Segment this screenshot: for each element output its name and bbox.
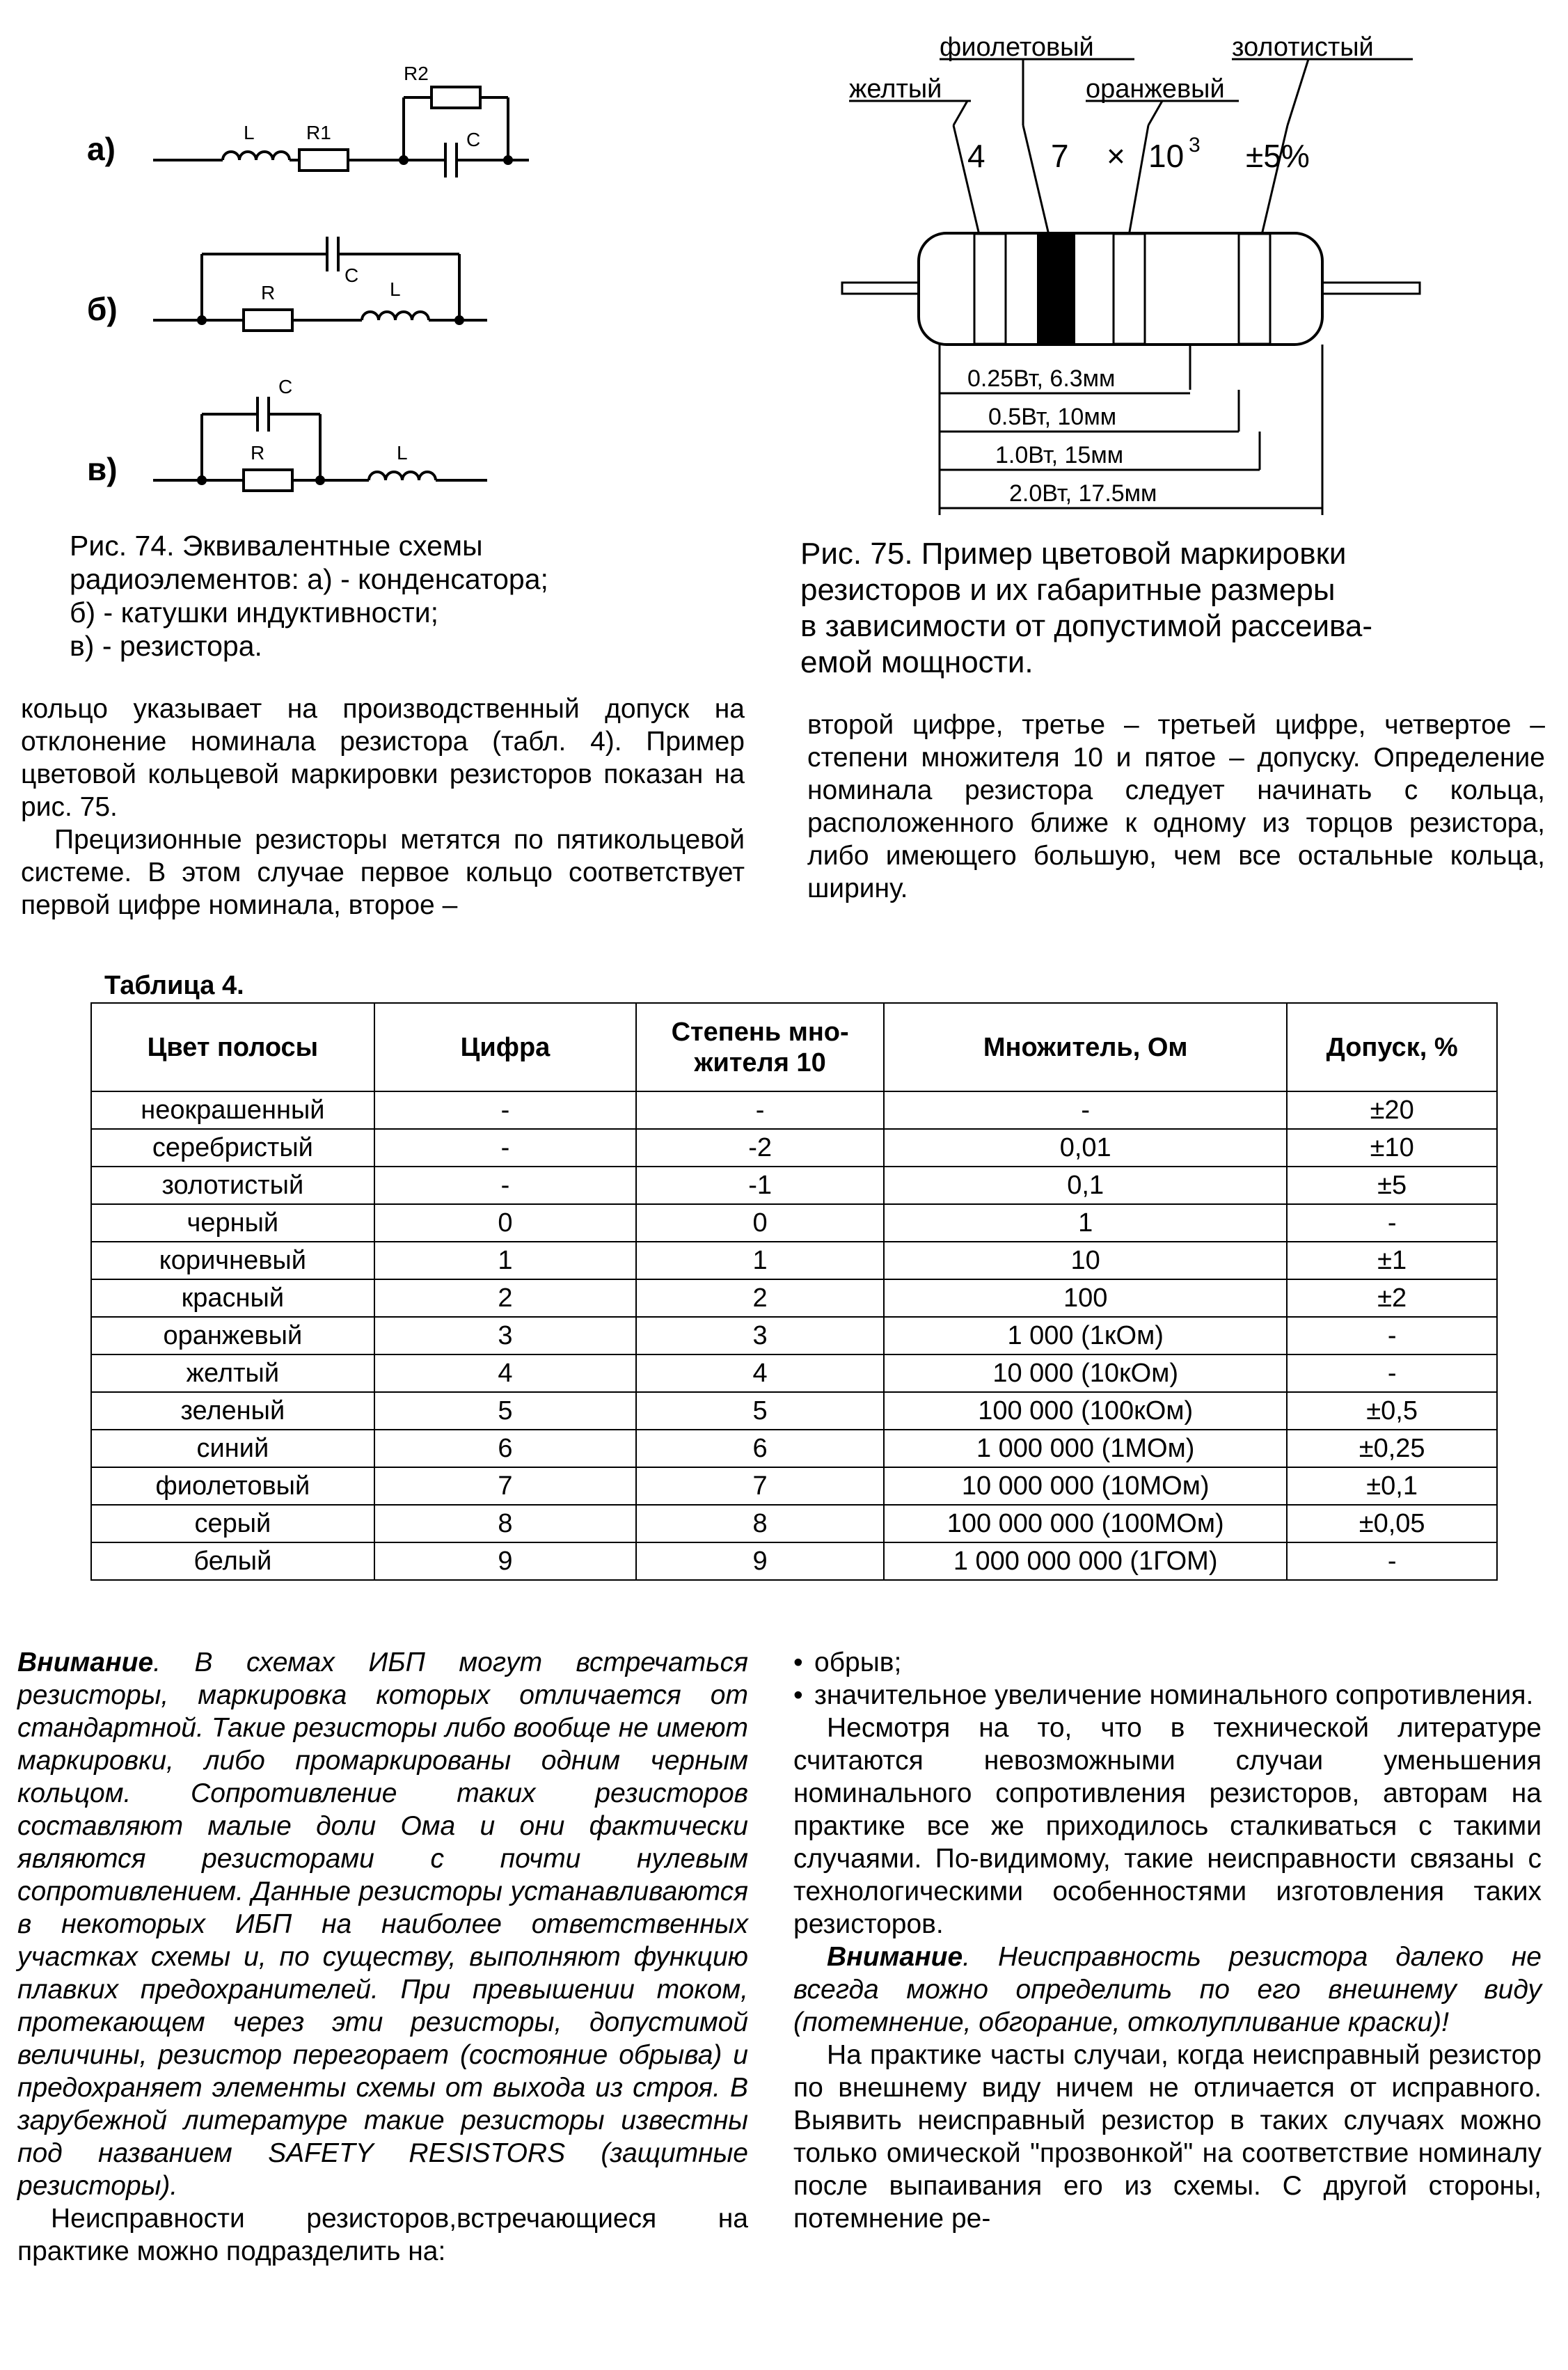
upper-right-text [807,709,1545,905]
table-cell: синий [91,1430,374,1467]
label-c-v: C [278,376,293,397]
band-gold [1239,234,1270,344]
caption-line: в) - резистора. [70,630,262,662]
table-cell: 100 [884,1279,1287,1317]
paragraph: Неисправности резисторов,встречающиеся на практике можно подразделить на: [17,2204,748,2266]
table-header: Цифра [374,1003,636,1091]
table-cell: фиолетовый [91,1467,374,1505]
table-cell: 1 [636,1242,884,1279]
caption-line: Рис. 75. Пример цветовой маркировки [800,537,1347,571]
inductor-l-v [369,472,436,480]
label-r-v: R [251,442,265,464]
table-cell: белый [91,1542,374,1580]
warning-text: . В схемах ИБП могут встречаться резисторы, маркировка которых отличается от стандартной. Такие резисторы либо вообще не имеют маркировки, либо промаркированы одним черным кольцом. Сопротивление таких резисторов составляют малые доли Ома и они фактически являются резисторами с почти нулевым сопротивлением. Данные резисторы устанавливаются в некоторых ИБП на наиболее ответственных участках схемы и, по существу, выполняют функцию плавких предохранителей. При превышении током, протекающем через эти резисторы, допустимой величины, резистор перегорает (состояние обрыва) и предохраняет элементы схемы от выхода из строя. В зарубежной литературе такие резисторы известны под названием SAFETY RESISTORS (защитные резисторы). [17,1648,748,2201]
table-cell: ±0,5 [1287,1392,1497,1430]
band-yellow [974,234,1006,344]
table-4 [90,1002,1498,1581]
dim-0: 0.25Вт, 6.3мм [967,365,1116,392]
label-l-v: L [397,442,408,464]
label-yellow: желтый [849,74,942,104]
label-v: в) [87,451,118,487]
table-row [91,1091,1497,1129]
warning-paragraph [17,1646,748,2202]
table-cell: 0,01 [884,1129,1287,1167]
table-cell: 6 [374,1430,636,1467]
table-cell: 10 000 000 (10МОм) [884,1467,1287,1505]
label-r2-a: R2 [404,63,429,84]
table-cell: ±1 [1287,1242,1497,1279]
warning-label: Внимание [827,1942,963,1972]
resistor-r-b [244,310,292,331]
table-cell: 0,1 [884,1167,1287,1204]
paragraph: кольцо указывает на производственный допуск на отклонение номинала резистора (табл. 4). Пример цветовой кольцевой маркировки резисторов показан на рис. 75. [21,694,745,822]
table-cell: 1 [884,1204,1287,1242]
table-cell: 5 [636,1392,884,1430]
table-cell: - [374,1129,636,1167]
table-header: Допуск, % [1287,1003,1497,1091]
table-cell: серый [91,1505,374,1542]
label-c-a: C [466,129,481,150]
table-cell: 0 [636,1204,884,1242]
table-cell: серебристый [91,1129,374,1167]
table-cell: 1 000 000 000 (1ГОМ) [884,1542,1287,1580]
code-digit-1: 4 [967,138,985,174]
table-cell: 2 [636,1279,884,1317]
lead-right [1322,283,1420,294]
table-cell: - [374,1167,636,1204]
table-cell: 1 [374,1242,636,1279]
table-cell: - [636,1091,884,1129]
table-row [91,1354,1497,1392]
table-cell: 8 [374,1505,636,1542]
inductor-l-b [362,312,429,320]
table-cell: - [374,1091,636,1129]
table-cell: 8 [636,1505,884,1542]
label-a: а) [87,131,116,167]
table-cell: - [1287,1317,1497,1354]
table-header: Цвет полосы [91,1003,374,1091]
bullet-icon: • [793,1648,803,1677]
table-cell: - [1287,1204,1497,1242]
table-row [91,1542,1497,1580]
table-cell: ±0,1 [1287,1467,1497,1505]
table-cell: золотистый [91,1167,374,1204]
bullet-text: значительное увеличение номинального сопротивления. [814,1680,1534,1710]
table-cell: 100 000 000 (100МОм) [884,1505,1287,1542]
table-row [91,1392,1497,1430]
figure-74-caption [70,529,766,663]
table-cell: 6 [636,1430,884,1467]
table-row [91,1242,1497,1279]
paragraph: На практике часты случаи, когда неисправный резистор по внешнему виду ничем не отличается от исправного. Выявить неисправный резистор в таких случаях можно только омической "прозвонкой" на соответствие номиналу после выпаивания его из схемы. С другой стороны, потемнение ре- [793,2040,1542,2234]
band-violet [1037,234,1075,344]
table-header [636,1003,884,1091]
inductor-l-a [223,152,290,160]
label-c-b: C [345,264,359,286]
figure-75-resistor [821,21,1517,529]
label-orange: оранжевый [1086,74,1225,104]
dim-3: 2.0Вт, 17.5мм [1009,480,1157,507]
warning-text: . Неисправность резистора далеко не всегда можно определить по его внешнему виду (потемнение, обгорание, отколупливание краски)! [793,1942,1542,2037]
table-cell: 10 [884,1242,1287,1279]
table-row [91,1167,1497,1204]
band-orange [1114,234,1145,344]
table-cell: - [1287,1542,1497,1580]
table-header-row [91,1003,1497,1091]
table-cell: ±0,05 [1287,1505,1497,1542]
bullet-item [793,1679,1542,1712]
resistor-r2-a [431,87,480,108]
figure-75-caption [800,536,1496,681]
code-times: × [1107,138,1125,174]
table-cell: 7 [374,1467,636,1505]
bullet-item [793,1646,1542,1679]
table-cell: зеленый [91,1392,374,1430]
table-cell: 1 000 000 (1МОм) [884,1430,1287,1467]
label-r-b: R [261,282,276,303]
caption-line: радиоэлементов: а) - конденсатора; [70,563,548,595]
table-cell: 3 [374,1317,636,1354]
code-digit-2: 7 [1051,138,1069,174]
lead-left [842,283,919,294]
table-row [91,1279,1497,1317]
upper-left-text [21,693,745,922]
bullet-icon: • [793,1680,803,1710]
table-cell: 9 [374,1542,636,1580]
table-cell: ±5 [1287,1167,1497,1204]
table-cell: неокрашенный [91,1091,374,1129]
table-row [91,1430,1497,1467]
table-cell: оранжевый [91,1317,374,1354]
table-cell: - [1287,1354,1497,1392]
label-l-a: L [244,122,255,143]
warning-paragraph [793,1941,1542,2039]
caption-line: емой мощности. [800,645,1034,679]
header-text: Степень мно-жителя 10 [671,1017,849,1077]
lower-right-text [793,1646,1542,2235]
table-cell: - [884,1091,1287,1129]
table-row [91,1467,1497,1505]
table-cell: красный [91,1279,374,1317]
table-cell: 100 000 (100кОм) [884,1392,1287,1430]
table-cell: 3 [636,1317,884,1354]
resistor-r1-a [299,150,348,171]
table-row [91,1317,1497,1354]
label-b: б) [87,291,118,327]
figure-74-circuits [42,42,738,501]
dim-1: 0.5Вт, 10мм [988,404,1117,430]
code-base: 10 [1148,138,1185,174]
paragraph: Прецизионные резисторы метятся по пятикольцевой системе. В этом случае первое кольцо соответствует первой цифре номинала, второе – [21,825,745,920]
caption-line: Рис. 74. Эквивалентные схемы [70,530,483,562]
table-row [91,1505,1497,1542]
table-cell: 4 [636,1354,884,1392]
table-cell: -2 [636,1129,884,1167]
table-cell: ±20 [1287,1091,1497,1129]
bullet-text: обрыв; [814,1648,902,1677]
table-cell: коричневый [91,1242,374,1279]
table-cell: 5 [374,1392,636,1430]
table-cell: ±0,25 [1287,1430,1497,1467]
caption-line: резисторов и их габаритные размеры [800,573,1336,607]
table-row [91,1204,1497,1242]
caption-line: в зависимости от допустимой рассеива- [800,609,1373,643]
table-cell: 7 [636,1467,884,1505]
label-r1-a: R1 [306,122,331,143]
table-cell: 1 000 (1кОм) [884,1317,1287,1354]
label-l-b: L [390,278,401,300]
code-exp: 3 [1189,134,1201,157]
table-row [91,1129,1497,1167]
table-cell: 2 [374,1279,636,1317]
table-title: Таблица 4. [104,971,244,1000]
table-cell: черный [91,1204,374,1242]
table-cell: 4 [374,1354,636,1392]
warning-label: Внимание [17,1648,154,1677]
table-header: Множитель, Ом [884,1003,1287,1091]
table-cell: 0 [374,1204,636,1242]
paragraph: второй цифре, третье – третьей цифре, четвертое – степени множителя 10 и пятое – допуску. Определение номинала резистора следует начинать с кольца, расположенного ближе к одному из торцов резистора, либо имеющего большую, чем все остальные кольца, ширину. [807,710,1545,903]
caption-line: б) - катушки индуктивности; [70,597,439,629]
table-cell: 10 000 (10кОм) [884,1354,1287,1392]
paragraph: Несмотря на то, что в технической литературе считаются невозможными случаи уменьшения номинального сопротивления резисторов, авторам на практике все же приходилось сталкиваться с такими случаями. По-видимому, такие неисправности связаны с технологическими особенностями изготовления таких резисторов. [793,1713,1542,1939]
code-tolerance: ±5% [1246,138,1310,174]
table-cell: 9 [636,1542,884,1580]
table-cell: желтый [91,1354,374,1392]
lower-left-text [17,1646,748,2268]
dim-2: 1.0Вт, 15мм [995,442,1124,468]
table-cell: -1 [636,1167,884,1204]
table-cell: ±2 [1287,1279,1497,1317]
resistor-r-v [244,470,292,491]
label-gold: золотистый [1232,33,1374,62]
label-violet: фиолетовый [940,33,1094,62]
table-cell: ±10 [1287,1129,1497,1167]
